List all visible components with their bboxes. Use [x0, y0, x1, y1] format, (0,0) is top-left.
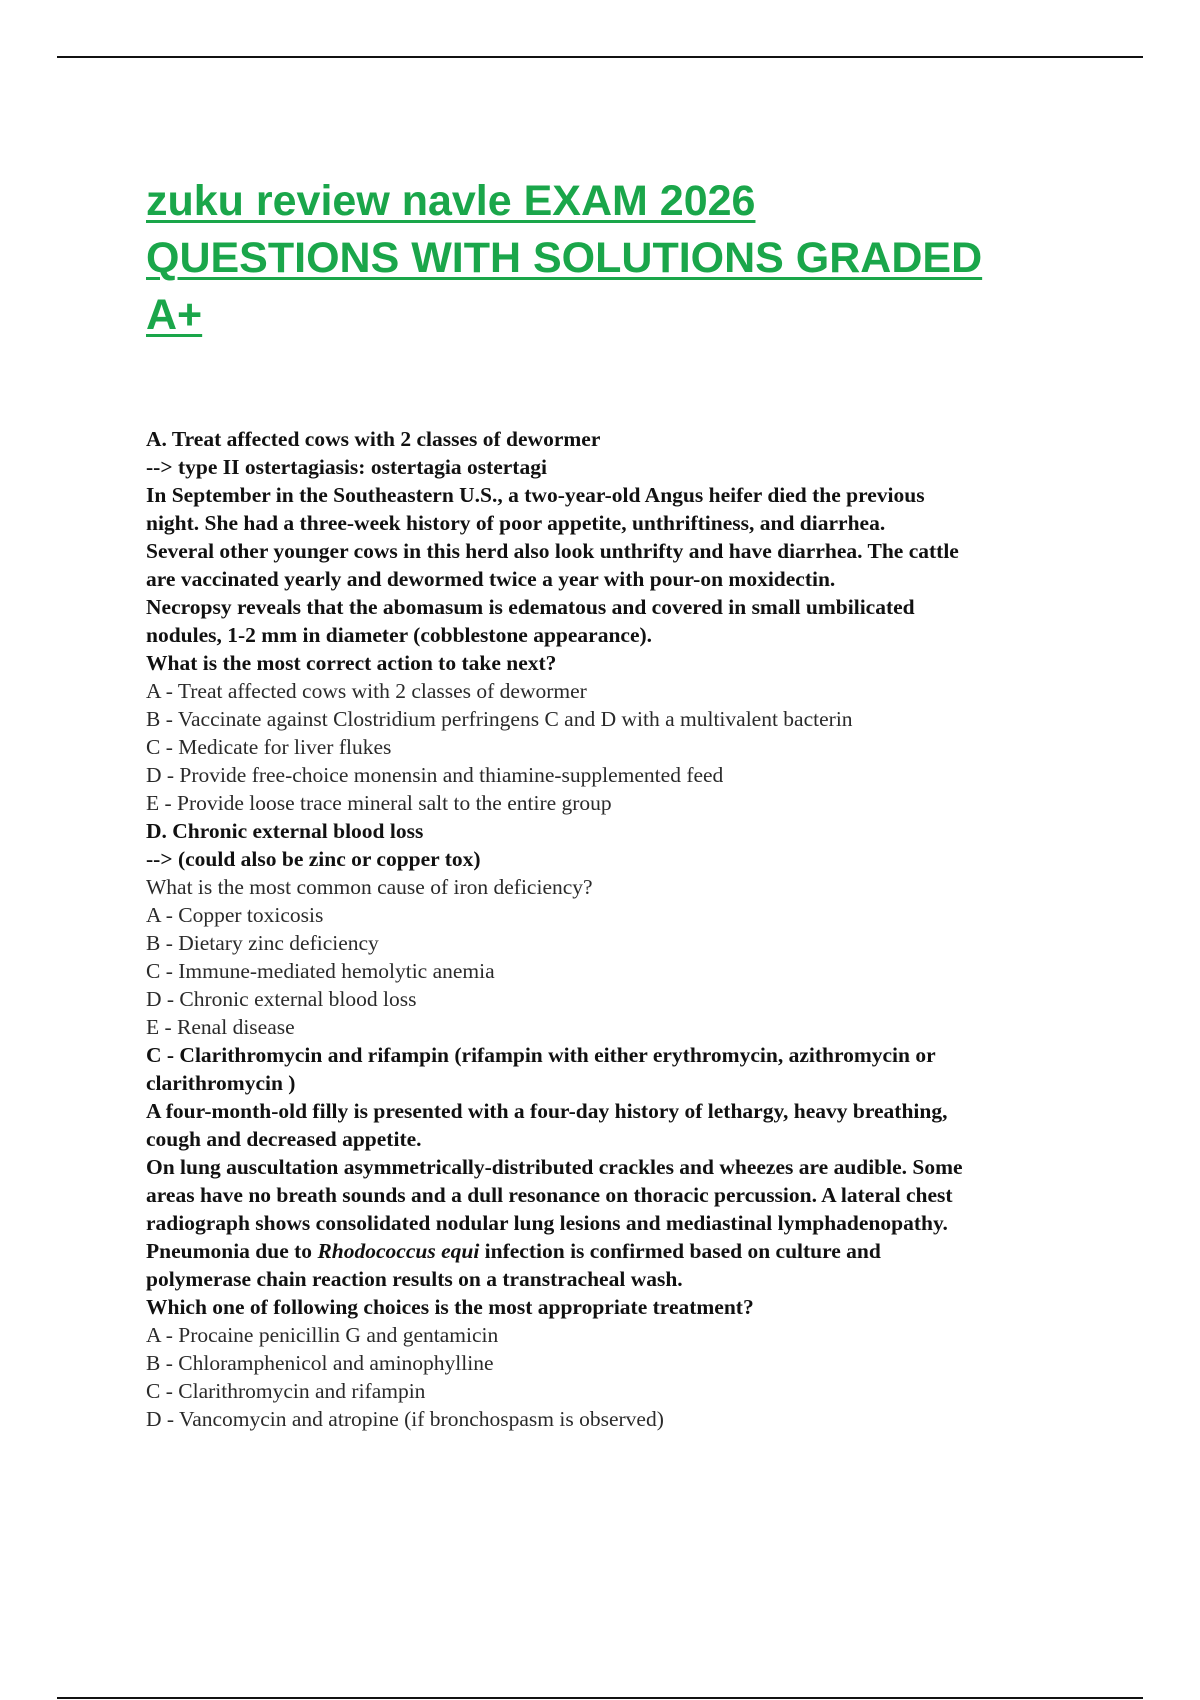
answer-line: clarithromycin ) — [146, 1071, 296, 1095]
document-title — [146, 173, 1106, 344]
title-line: QUESTIONS WITH SOLUTIONS GRADED — [146, 234, 983, 282]
answer-line: D. Chronic external blood loss — [146, 819, 424, 843]
pneumonia-prefix: Pneumonia due to — [146, 1239, 313, 1263]
option-a: A - Procaine penicillin G and gentamicin — [146, 1323, 499, 1347]
option-b: B - Dietary zinc deficiency — [146, 931, 379, 955]
question-stem-line: polymerase chain reaction results on a transtracheal wash. — [146, 1267, 683, 1291]
question-stem-line — [146, 1237, 1106, 1265]
option-e: E - Renal disease — [146, 1015, 295, 1039]
question-block-2 — [146, 817, 1106, 1041]
question-stem-line: night. She had a three-week history of poor appetite, unthriftiness, and diarrhea. — [146, 511, 886, 535]
question-text: What is the most common cause of iron deficiency? — [146, 875, 593, 899]
option-a: A - Copper toxicosis — [146, 903, 324, 927]
option-b: B - Chloramphenicol and aminophylline — [146, 1351, 494, 1375]
question-stem-line: are vaccinated yearly and dewormed twice a year with pour-on moxidectin. — [146, 567, 836, 591]
question-stem-line: Necropsy reveals that the abomasum is edematous and covered in small umbilicated — [146, 595, 915, 619]
answer-note: --> type II ostertagiasis: ostertagia ostertagi — [146, 455, 547, 479]
question-text: Which one of following choices is the most appropriate treatment? — [146, 1295, 754, 1319]
question-stem-line: nodules, 1-2 mm in diameter (cobblestone appearance). — [146, 623, 653, 647]
title-link[interactable] — [146, 173, 1106, 344]
option-c: C - Clarithromycin and rifampin — [146, 1379, 426, 1403]
header-rule — [57, 56, 1143, 58]
question-block-3 — [146, 1041, 1106, 1433]
footer-rule — [57, 1697, 1143, 1699]
option-b: B - Vaccinate against Clostridium perfringens C and D with a multivalent bacterin — [146, 707, 853, 731]
question-stem-line: areas have no breath sounds and a dull resonance on thoracic percussion. A lateral chest — [146, 1183, 953, 1207]
option-c: C - Immune-mediated hemolytic anemia — [146, 959, 495, 983]
option-c: C - Medicate for liver flukes — [146, 735, 392, 759]
option-d: D - Vancomycin and atropine (if bronchospasm is observed) — [146, 1407, 664, 1431]
organism-name: Rhodococcus equi — [317, 1239, 480, 1263]
option-d: D - Chronic external blood loss — [146, 987, 417, 1011]
question-stem-line: In September in the Southeastern U.S., a two-year-old Angus heifer died the previous — [146, 483, 925, 507]
option-a: A - Treat affected cows with 2 classes of dewormer — [146, 679, 587, 703]
title-line: A+ — [146, 291, 203, 339]
document-body — [146, 425, 1106, 1433]
question-stem-line: cough and decreased appetite. — [146, 1127, 422, 1151]
answer-line: A. Treat affected cows with 2 classes of dewormer — [146, 427, 601, 451]
option-e: E - Provide loose trace mineral salt to the entire group — [146, 791, 612, 815]
question-stem-line: What is the most correct action to take next? — [146, 651, 557, 675]
pneumonia-suffix: infection is confirmed based on culture and — [484, 1239, 881, 1263]
question-stem-line: Several other younger cows in this herd also look unthrifty and have diarrhea. The cattle — [146, 539, 959, 563]
answer-line: C - Clarithromycin and rifampin (rifampin with either erythromycin, azithromycin or — [146, 1043, 936, 1067]
option-d: D - Provide free-choice monensin and thiamine-supplemented feed — [146, 763, 724, 787]
question-stem-line: A four-month-old filly is presented with a four-day history of lethargy, heavy breathing, — [146, 1099, 948, 1123]
question-block-1 — [146, 425, 1106, 817]
title-line: zuku review navle EXAM 2026 — [146, 177, 756, 225]
question-stem-line: On lung auscultation asymmetrically-distributed crackles and wheezes are audible. Some — [146, 1155, 963, 1179]
question-stem-line: radiograph shows consolidated nodular lung lesions and mediastinal lymphadenopathy. — [146, 1211, 948, 1235]
answer-note: --> (could also be zinc or copper tox) — [146, 847, 481, 871]
